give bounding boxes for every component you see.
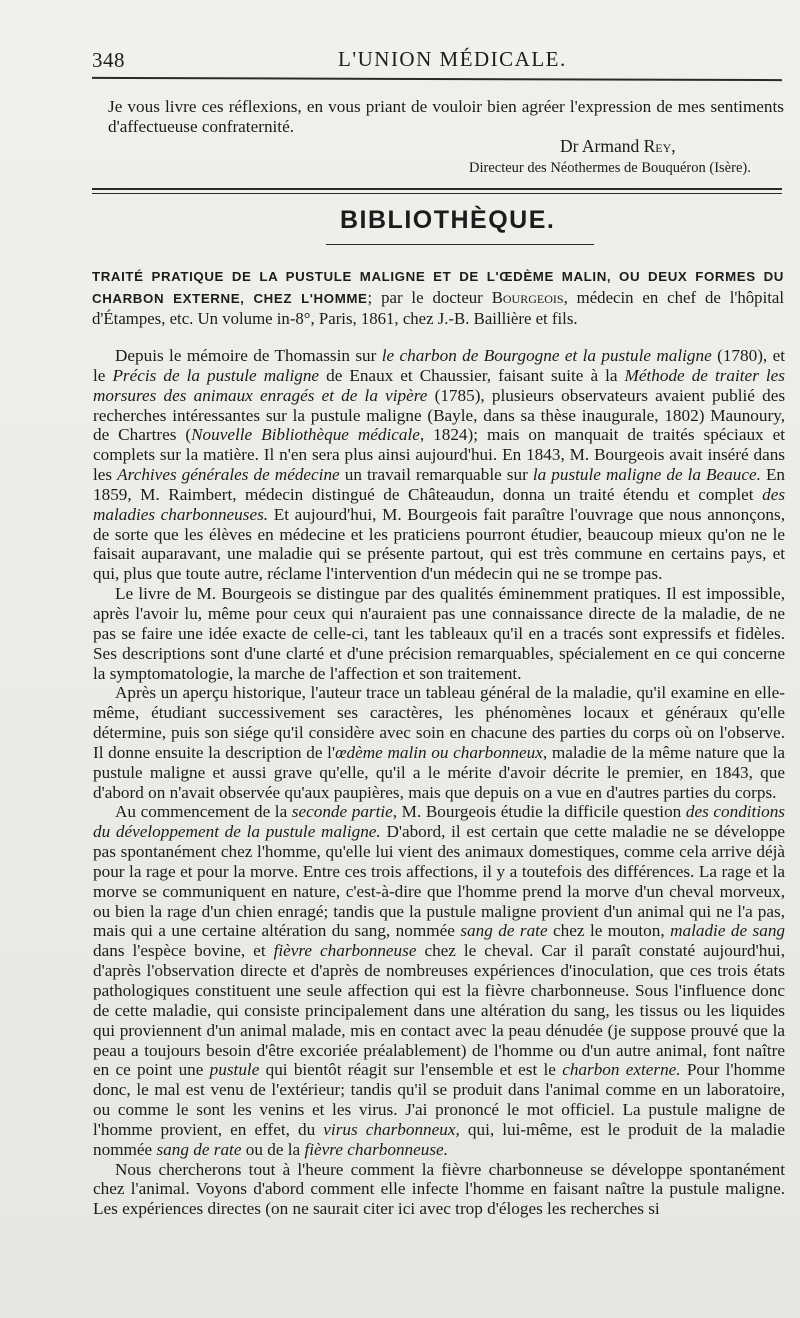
book-title: TRAITÉ PRATIQUE DE LA PUSTULE MALIGNE ET DE L'ŒDÈME MALIN, OU DEUX FORMES DU CHARBON EXTERNE, CHEZ L'HOMME — [92, 269, 784, 306]
book-reference — [92, 266, 784, 330]
closing-text: Je vous livre ces réflexions, en vous priant de vouloir bien agréer l'expression de mes sentiments d'affectueuse confraternité. — [108, 97, 784, 136]
paragraph-1: Depuis le mémoire de Thomassin sur le charbon de Bourgogne et la pustule maligne (1780), et le Précis de la pustule maligne de Enaux et Chaussier, faisant suite à la Méthode de traiter les morsures des animaux enragés et de la vipère (1785), plusieurs observateurs avaient publié des recherches intéressantes sur la pustule maligne (Bayle, dans sa thèse inaugurale, 1802) Maunoury, de Chartres (Nouvelle Bibliothèque médicale, 1824); mais on manquait de traités spéciaux et complets sur la matière. Il n'en sera plus ainsi aujourd'hui. En 1843, M. Bourgeois avait inséré dans les Archives générales de médecine un travail remarquable sur la pustule maligne de la Beauce. En 1859, M. Raimbert, médecin distingué de Châteaudun, donna un traité étendu et complet des maladies charbonneuses. Et aujourd'hui, M. Bourgeois fait paraître l'ouvrage que nous annonçons, de sorte que les élèves en médecine et les praticiens pourront étudier, beaucoup mieux qu'on ne le faisait auparavant, une maladie qui se présente partout, qui est très commune en certains pays, et qui, plus que toute autre, réclame l'intervention d'un médecin qui ne se trompe pas. — [93, 346, 786, 584]
review-body — [93, 346, 785, 1219]
signature-surname: Rey — [643, 136, 672, 156]
book-details: , médecin en chef de l'hôpital d'Étampes, etc. Un volume in-8°, Paris, 1861, chez J.-B. Baillière et fils. — [92, 287, 784, 328]
signature-role: Directeur des Néothermes de Bouquéron (Isère). — [469, 160, 751, 176]
letter-closing — [108, 97, 784, 137]
signature-title: Dr — [560, 136, 579, 156]
signature: Dr Armand Rey, — [560, 136, 676, 156]
book-author: Bourgeois — [491, 287, 564, 307]
book-by: ; par le docteur — [367, 287, 483, 307]
paragraph-5: Nous chercherons tout à l'heure comment la fièvre charbonneuse se développe spontanément chez l'animal. Voyons d'abord comment elle infecte l'homme en faisant naître la pustule maligne. Les expériences directes (on ne saurait citer ici avec trop d'éloges les recherches si — [93, 1159, 785, 1219]
section-rule-thick — [92, 188, 782, 190]
paragraph-4: Au commencement de la seconde partie, M. Bourgeois étudie la difficile question des conditions du développement de la pustule maligne. D'abord, il est certain que cette maladie ne se développe pas spontanément chez l'homme, qu'elle lui vient des animaux domestiques, comme cela arrive déjà pour la rage et pour la morve. Entre ces trois affections, il y a toutefois des différences. La rage et la morve se communiquent en nature, c'est-à-dire que l'homme prend la morve d'un cheval morveux, ou bien la rage d'un chien enragé; tandis que la pustule maligne provient d'un animal qui ne l'a pas, mais qui a une certaine altération du sang, nommée sang de rate chez le mouton, maladie de sang dans l'espèce bovine, et fièvre charbonneuse chez le cheval. Car il paraît constaté aujourd'hui, d'après l'observation directe et d'après de nombreuses expériences d'inoculation, que ces trois états pathologiques constituent une seule affection qui est la fièvre charbonneuse. Sous l'influence donc de cette maladie, qui consiste principalement dans une altération du sang, les tissus ou les liquides qui proviennent d'un animal malade, mis en contact avec la peau dénudée (je suppose prouvé que la peau a toujours besoin d'être excoriée préalablement) de l'homme ou d'un autre animal, font naître en ce point une pustule qui bientôt réagit sur l'ensemble et est le charbon externe. Pour l'homme donc, le mal est venu de l'extérieur; tandis qu'il se produit dans l'animal comme en un laboratoire, ou comme le sont les venins et les virus. J'ai prononcé le mot officiel. La pustule maligne de l'homme provient, en effet, du virus charbonneux, qui, lui-même, est le produit de la maladie nommée sang de rate ou de la fièvre charbonneuse. — [93, 802, 786, 1159]
section-rule-thin — [92, 193, 782, 194]
running-head — [90, 42, 790, 72]
signature-name: Armand — [581, 136, 640, 156]
paragraph-3: Après un aperçu historique, l'auteur trace un tableau général de la maladie, qu'il examine en elle-même, étudiant successivement ses caractères, les phénomènes locaux et généraux qu'elle détermine, puis son siége qu'il considère avec soin en chacune des parties du corps où on l'observe. Il donne ensuite la description de l'œdème malin ou charbonneux, maladie de la même nature que la pustule maligne et aussi grave qu'elle, qu'il a le mérite d'avoir décrite le premier, en 1843, que d'abord on n'avait observée qu'aux paupières, mais que depuis on a vue en d'autres parties du corps. — [93, 683, 786, 802]
heading-underline — [326, 244, 594, 245]
paragraph-2: Le livre de M. Bourgeois se distingue par des qualités éminemment pratiques. Il est impossible, après l'avoir lu, même pour ceux qui n'auraient pas une connaissance directe de la maladie, de ne pas se faire une idée exacte de celle-ci, tant les tableaux qu'il en a tracés sont expressifs et fidèles. Ses descriptions sont d'une clarté et d'une précision remarquables, spécialement en ce qui concerne la symptomatologie, la marche de l'affection et son traitement. — [93, 584, 785, 683]
section-heading: BIBLIOTHÈQUE. — [340, 206, 556, 234]
page-number: 348 — [92, 48, 125, 72]
header-rule — [92, 77, 782, 81]
journal-title: L'UNION MÉDICALE. — [338, 47, 567, 71]
